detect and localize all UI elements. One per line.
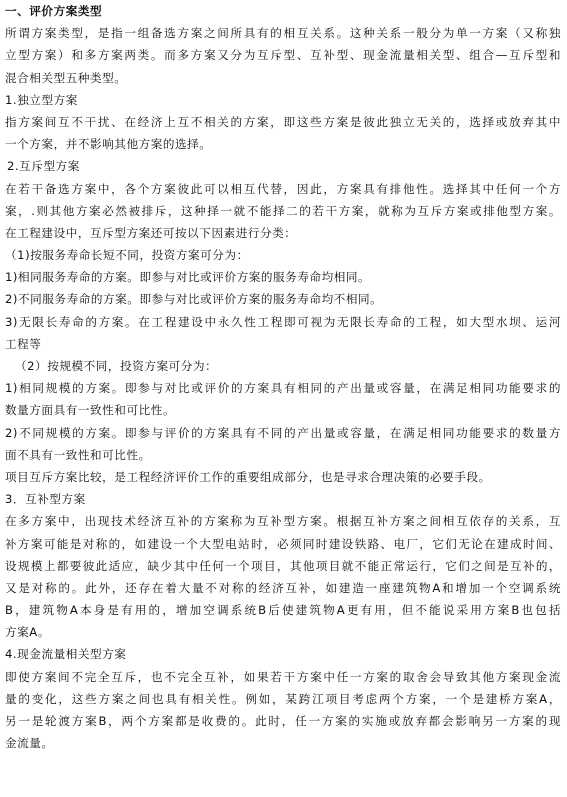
paragraph-line: 即使方案间不完全互斥，也不完全互补，如果若干方案中任一方案的取舍会导致其他方案现金流: [5, 669, 561, 684]
paragraph-line: 设规模上都要彼此适应，缺少其中任何一个项目，其他项目就不能正常运行，它们之间是互补的，: [5, 558, 561, 573]
subsection-heading: 4.现金流量相关型方案: [5, 647, 127, 662]
list-item: 2)不同服务寿命的方案。即参与对比或评价方案的服务寿命均不相同。: [5, 292, 383, 307]
subsection-heading: 2.互斥型方案: [7, 159, 80, 174]
paragraph-line: 方案A。: [5, 625, 50, 640]
paragraph-line: B，建筑物A本身是有用的，增加空调系统B后使建筑物A更有用，但不能说采用方案B也包括: [5, 603, 561, 618]
subsection-heading: 3．互补型方案: [5, 492, 86, 507]
subsection-heading: 1.独立型方案: [5, 92, 78, 107]
list-item-continuation: 数量方面具有一致性和可比性。: [5, 403, 176, 418]
list-item: 3)无限长寿命的方案。在工程建设中永久性工程即可视为无限长寿命的工程，如大型水坝、运河: [5, 314, 561, 329]
paragraph-line: 项目互斥方案比较，是工程经济评价工作的重要组成部分，也是寻求合理决策的必要手段。: [5, 469, 491, 484]
section-heading: 一、评价方案类型: [5, 4, 103, 18]
list-heading: （1)按服务寿命长短不同，投资方案可分为：: [5, 248, 249, 263]
list-item-continuation: 面不具有一致性和可比性。: [5, 447, 151, 462]
paragraph-line: 一个方案，并不影响其他方案的选择。: [5, 137, 212, 152]
paragraph-line: 又是对称的。此外，还存在着大量不对称的经济互补，如建造一座建筑物A和增加一个空调系统: [5, 580, 561, 595]
paragraph-line: 金流量。: [5, 736, 54, 751]
paragraph-line: 所谓方案类型，是指一组备选方案之间所具有的相互关系。这种关系一般分为单一方案（又称独: [5, 26, 561, 41]
paragraph-line: 立型方案）和多方案两类。而多方案又分为互斥型、互补型、现金流量相关型、组合—互斥型和: [5, 48, 561, 63]
paragraph-line: 混合相关型五种类型。: [5, 70, 127, 85]
paragraph-line: 在工程建设中，互斥型方案还可按以下因素进行分类：: [5, 225, 297, 240]
list-heading: （2）按规模不同，投资方案可分为：: [15, 359, 218, 373]
list-item: 2)不同规模的方案。即参与评价的方案具有不同的产出量或容量，在满足相同功能要求的数量方: [5, 425, 561, 440]
paragraph-line: 案，.则其他方案必然被排斥，这种择一就不能择二的若干方案，就称为互斥方案或排他型方案。: [5, 203, 561, 218]
paragraph-line: 在若干备选方案中，各个方案彼此可以相互代替，因此，方案具有排他性。选择其中任何一个方: [5, 181, 561, 196]
paragraph-line: 另一是轮渡方案B，两个方案都是收费的。此时，任一方案的实施或放弃都会影响另一方案的现: [5, 714, 561, 728]
list-item: 1)相同规模的方案。即参与对比或评价的方案具有相同的产出量或容量，在满足相同功能要求的: [5, 381, 561, 396]
paragraph-line: 在多方案中，出现技术经济互补的方案称为互补型方案。根据互补方案之间相互依存的关系，互: [5, 514, 561, 529]
list-item: 1)相同服务寿命的方案。即参与对比或评价方案的服务寿命均相同。: [5, 270, 371, 285]
paragraph-line: 量的变化，这些方案之间也具有相关性。例如，某跨江项目考虑两个方案，一个是建桥方案A，: [5, 691, 561, 706]
list-item-continuation: 工程等: [5, 336, 42, 351]
paragraph-line: 指方案间互不干扰、在经济上互不相关的方案，即这些方案是彼此独立无关的，选择或放弃其中: [5, 114, 561, 129]
paragraph-line: 补方案可能是对称的，如建设一个大型电站时，必须同时建设铁路、电厂，它们无论在建成时间、: [5, 536, 561, 551]
